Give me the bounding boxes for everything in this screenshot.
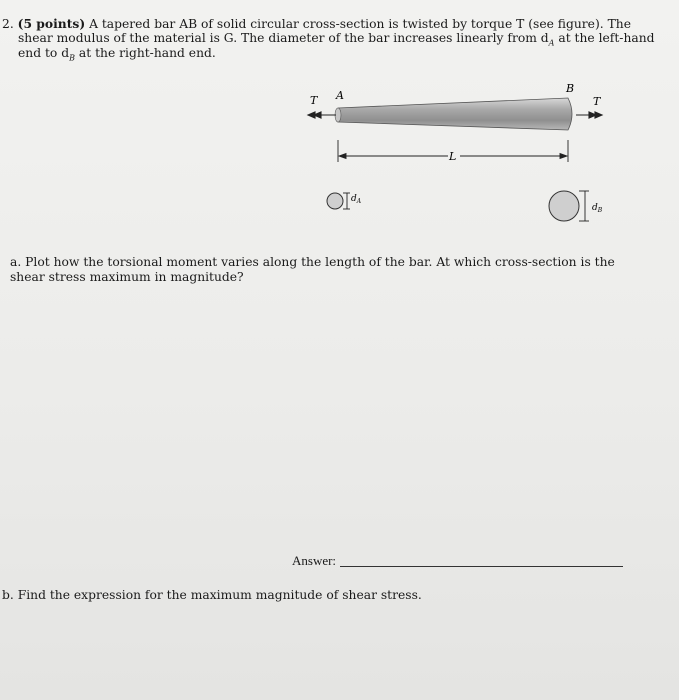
part-b-text: b. Find the expression for the maximum magnitude of shear stress.: [2, 588, 422, 602]
label-da: $d_A$: [351, 194, 362, 205]
label-t-left: T: [310, 94, 318, 107]
question-line-3-text: end to d: [18, 46, 70, 60]
part-a-line-2: shear stress maximum in magnitude?: [10, 270, 244, 284]
cross-section-a: [327, 193, 350, 209]
subscript-b: B: [69, 53, 75, 63]
label-db: $d_B$: [592, 203, 603, 214]
cross-section-b: [549, 191, 589, 221]
question-line-1: [2, 16, 631, 32]
torque-arrow-right: [576, 112, 602, 118]
answer-label: Answer:: [292, 553, 337, 568]
label-l: L: [449, 150, 457, 163]
question-line-2-text: shear modulus of the material is G. The diameter of the bar increases linearly from d: [18, 31, 549, 45]
label-b: B: [566, 82, 575, 95]
bleed-through-shadow: [30, 320, 630, 370]
label-t-right: T: [593, 95, 601, 108]
torque-arrow-left: [308, 112, 336, 118]
question-line-3: [18, 46, 216, 65]
subscript-a: A: [548, 38, 555, 48]
question-line-1-text: A tapered bar AB of solid circular cross-section is twisted by torque T (see figure). The: [85, 17, 631, 31]
tapered-bar: [336, 98, 572, 130]
tapered-bar-figure: [300, 78, 640, 238]
question-number: 2.: [2, 17, 14, 31]
question-points: (5 points): [17, 16, 86, 31]
question-line-3-end: at the right-hand end.: [75, 46, 216, 60]
part-a-line-1: a. Plot how the torsional moment varies along the length of the bar. At which cross-section is the: [10, 255, 615, 269]
question-line-2-end: at the left-hand: [554, 31, 655, 45]
answer-line[interactable]: [340, 566, 623, 567]
label-a: A: [336, 89, 344, 102]
